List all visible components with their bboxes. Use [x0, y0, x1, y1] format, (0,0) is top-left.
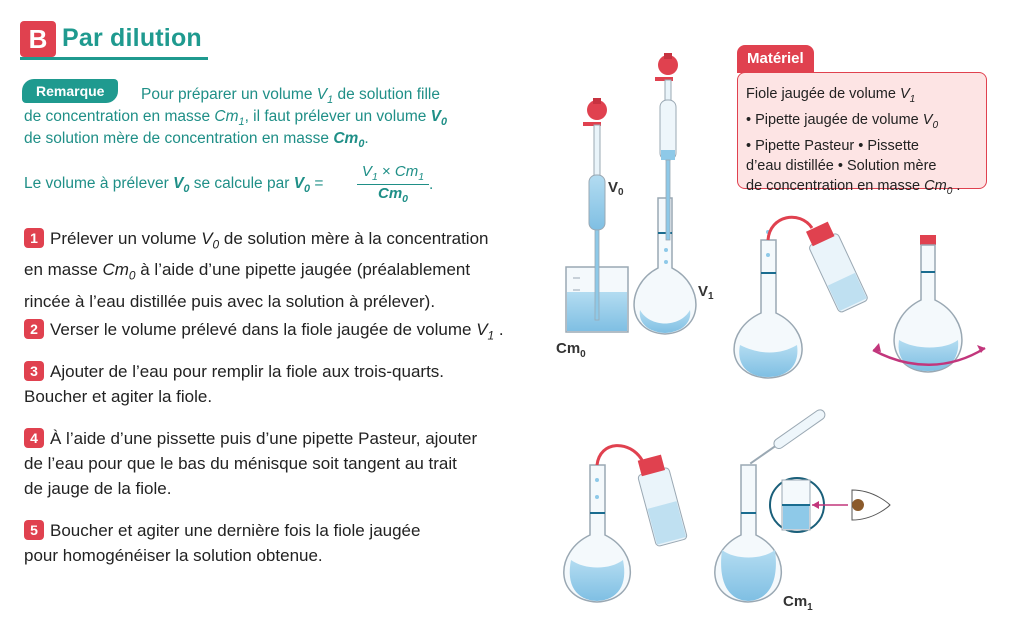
label-cm1: $Cm_1$: [783, 593, 813, 613]
label-v0: $V_0$: [608, 179, 624, 198]
section-title: Par dilution: [62, 24, 202, 52]
step-number: 5: [24, 520, 44, 540]
step-2: 2 Verser le volume prélevé dans la fiole jaugée de volume $V_1$ .: [24, 317, 504, 348]
remarque-line-1: Pour préparer un volume $V_1$ de solution fille: [141, 86, 440, 107]
materiel-tab: Matériel: [737, 45, 814, 73]
remarque-badge: Remarque: [22, 79, 118, 103]
flask-filling: [564, 446, 688, 602]
section-letter: B: [20, 21, 56, 57]
step-number: 2: [24, 319, 44, 339]
label-v1: $V_1$: [698, 283, 714, 302]
step-3: 3 Ajouter de l’eau pour remplir la fiole aux trois-quarts. Boucher et agiter la fiole.: [24, 362, 445, 406]
step-4: 4 À l’aide d’une pissette puis d’une pipette Pasteur, ajouter de l’eau pour que le bas du ménisque soit tangent au trait de jauge de la fiole.: [24, 429, 478, 498]
step-number: 4: [24, 428, 44, 448]
shaking-flask: [873, 235, 985, 372]
title-underline: [20, 57, 208, 60]
volumetric-flask-1: [634, 53, 696, 334]
dilution-illustrations: [540, 40, 1016, 623]
step-1: 1 Prélever un volume $V_0$ de solution mère à la concentration en masse $Cm_0$ à l’aide d’une pipette jaugée (préalablement rincée à l’eau distillée puis avec la solution à prélever).: [24, 229, 489, 311]
flask-adjusting: [715, 408, 890, 602]
remarque-line-2: de concentration en masse $Cm_1$, il faut prélever un volume $V_0$: [24, 108, 448, 129]
step-number: 3: [24, 361, 44, 381]
step-5: 5 Boucher et agiter une dernière fois la fiole jaugée pour homogénéiser la solution obtenue.: [24, 521, 421, 565]
step-number: 1: [24, 228, 44, 248]
materiel-list: Fiole jaugée de volume $V_1$ • Pipette jaugée de volume $V_0$ • Pipette Pasteur • Pissette d’eau distillée • Solution mère de concentration en masse $Cm_0$ .: [746, 86, 961, 197]
formula-text: Le volume à prélever $V_0$ se calcule par $V_0$ =: [24, 175, 324, 196]
formula-fraction: $V_1 \times Cm_1$ $Cm_0$: [357, 163, 429, 205]
flask-with-pissette: [734, 217, 868, 378]
label-cm0: $Cm_0$: [556, 340, 586, 360]
remarque-line-3: de solution mère de concentration en masse $Cm_0$.: [24, 130, 369, 151]
